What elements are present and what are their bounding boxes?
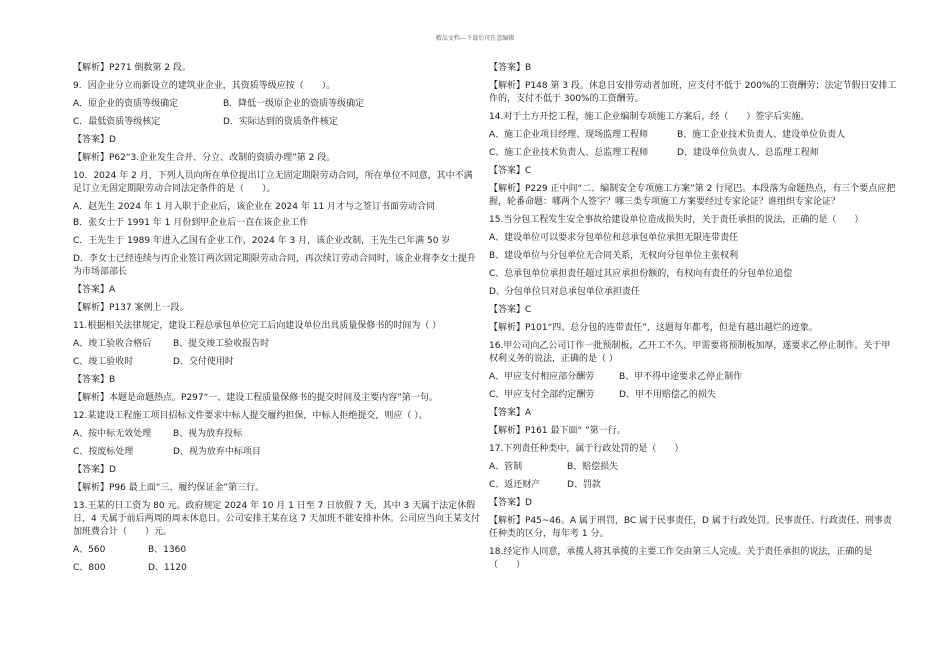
option-row [73, 544, 481, 557]
option-text: B、施工企业技术负责人、建设单位负责人 [677, 130, 846, 140]
option-text: C、施工企业技术负责人、总监理工程师 [489, 148, 649, 158]
option-text: D、交付使用时 [173, 357, 234, 367]
option-row [489, 147, 897, 160]
option-text: B．张女士于 1991 年 1 月份到甲企业后一直在该企业工作 [73, 218, 309, 228]
question-text: 12.某建设工程施工项目招标文件要求中标人提交履约担保，中标人拒绝提交，则应（ ）。 [73, 411, 428, 421]
question-text: 14.对于土方开挖工程，施工企业编制专项施工方案后，经（ ）签字后实施。 [489, 112, 810, 122]
page-header: 精品文档---下载后可任意编辑 [435, 35, 515, 42]
option-text: C、甲应支付全部约定酬劳 [489, 390, 595, 400]
option-text: C、800 [73, 563, 106, 573]
answer-line: 【答案】D [73, 135, 116, 145]
option-text: A、按中标无效处理 [73, 429, 152, 439]
option-text: A、竣工验收合格后 [73, 339, 152, 349]
option-text: B、甲不得中途要求乙停止制作 [619, 372, 743, 382]
option-text: C．王先生于 1989 年进入乙国有企业工作，2024 年 3 月，该企业改制，王先生已年满 50 岁 [73, 236, 451, 246]
option-text: B、赔偿损失 [567, 462, 619, 472]
question-text: 13.王某的日工资为 80 元。政府规定 2024 年 10 月 1 日至 7 日放假 7 天，其中 3 天属于法定休假日，4 天属于前后两周的周末休息日。公司安排王某在这 7 天加班不能安排补休。公司应当向王某支付加班费合计（ ）元。 [73, 501, 481, 537]
option-text: D．实际达到的资质条件核定 [223, 117, 338, 127]
answer-line: 【答案】A [73, 285, 116, 295]
option-text: A．原企业的资质等级确定 [73, 99, 179, 109]
option-row [489, 371, 897, 384]
left-column [73, 62, 481, 580]
question-text: 18.经定作人同意，承揽人将其承揽的主要工作交由第三人完成。关于责任承担的说法，正确的是（ ） [489, 547, 873, 570]
option-text: D．李女士已经连续与丙企业签订两次固定期限劳动合同，再次续订劳动合同时，该企业将李女士提升为市场部部长 [73, 254, 476, 277]
answer-line: 【答案】D [489, 498, 532, 508]
explanation-line: 【解析】P161 最下面“ ”第一行。 [489, 426, 626, 436]
option-text: A、管制 [489, 462, 523, 472]
option-row [73, 428, 481, 441]
option-row [73, 446, 481, 459]
answer-line: 【答案】B [73, 375, 116, 385]
option-text: D、视为放弃中标项目 [173, 447, 261, 457]
answer-line: 【答案】C [489, 166, 532, 176]
option-text: D、分包单位只对总承包单位承担责任 [489, 287, 640, 297]
explanation-line: 【解析】P229 正中间“二、编制安全专项施工方案”第 2 行尾巴。本段落为命题热点，有三个要点应把握，轮番命题：哪两个人签字？哪三类专项施工方案要经过专家论证？谁组织专家论证？ [489, 184, 896, 207]
explanation-line: 【解析】P137 案例上一段。 [73, 303, 189, 313]
option-text: C、按废标处理 [73, 447, 134, 457]
option-row [73, 356, 481, 369]
option-text: D、甲不用赔偿乙的损失 [619, 390, 716, 400]
option-text: C、总承包单位承担责任超过其应承担份额的，有权向有责任的分包单位追偿 [489, 269, 793, 279]
answer-line: 【答案】B [489, 63, 532, 73]
answer-line: 【答案】C [489, 305, 532, 315]
option-text: A、560 [73, 545, 106, 555]
option-text: C、竣工验收时 [73, 357, 134, 367]
explanation-line: 【解析】P101“四、总分包的连带责任”，这题每年都考，但是有越出越烂的迹象。 [489, 323, 818, 333]
question-text: 15.当分包工程发生安全事故给建设单位造成损失时，关于责任承担的说法，正确的是（ ） [489, 215, 864, 225]
explanation-line: 【解析】P96 最上面“三、履约保证金”第三行。 [73, 483, 265, 493]
option-text: B、视为放弃投标 [173, 429, 243, 439]
option-row [73, 562, 481, 575]
option-text: D、罚款 [567, 480, 601, 490]
explanation-line: 【解析】P148 第 3 段。休息日安排劳动者加班，应支付不低于 200%的工资酬劳；法定节假日安排工作的，支付不低于 300%的工资酬劳。 [489, 81, 897, 104]
option-row [73, 98, 481, 111]
option-text: C．最低资质等级核定 [73, 117, 161, 127]
question-text: 9．因企业分立而新设立的建筑业企业，其资质等级应按（ ）。 [73, 81, 336, 91]
explanation-line: 【解析】P271 倒数第 2 段。 [73, 63, 191, 73]
option-text: A、建设单位可以要求分包单位和总承包单位承担无限连带责任 [489, 233, 739, 243]
option-text: A、施工企业项目经理、现场监理工程师 [489, 130, 649, 140]
option-row [73, 116, 481, 129]
option-text: B、建设单位与分包单位无合同关系，无权向分包单位主张权利 [489, 251, 739, 261]
option-text: A．赵先生 2024 年 1 月入职于企业后，该企业在 2024 年 11 月才与之签订书面劳动合同 [73, 202, 436, 212]
option-row [489, 461, 897, 474]
option-text: C、返还财产 [489, 480, 541, 490]
option-text: B、1360 [148, 545, 187, 555]
option-row [489, 479, 897, 492]
option-text: B．降低一级原企业的资质等级确定 [223, 99, 365, 109]
explanation-line: 【解析】P62“3.企业发生合并、分立、改制的资质办理”第 2 段。 [73, 153, 336, 163]
option-text: A、甲应支付相应部分酬劳 [489, 372, 595, 382]
option-row [73, 338, 481, 351]
answer-line: 【答案】D [73, 465, 116, 475]
question-text: 11.根据相关法律规定，建设工程总承包单位完工后向建设单位出具质量保修书的时间为（ ） [73, 321, 442, 331]
question-text: 17.下列责任种类中，属于行政处罚的是（ ） [489, 444, 684, 454]
answer-line: 【答案】A [489, 408, 532, 418]
option-row [489, 129, 897, 142]
question-text: 16.甲公司向乙公司订作一批预制板，乙开工不久，甲需要将预制板加厚，遂要求乙停止制作。关于甲权利义务的说法，正确的是（ ） [489, 341, 891, 364]
option-row [489, 389, 897, 402]
explanation-line: 【解析】P45~46。A 属于刑罚，BC 属于民事责任，D 属于行政处罚。民事责任、行政责任、刑事责任种类的区分，每年考 1 分。 [489, 516, 892, 539]
question-text: 10．2024 年 2 月，下列人员向所在单位提出订立无固定期限劳动合同，所在单位不同意，其中不满足订立无固定期限劳动合同法定条件的是（ ）。 [73, 171, 473, 194]
explanation-line: 【解析】本题是命题热点。P297“一、建设工程质量保修书的提交时间及主要内容”第一句。 [73, 393, 438, 403]
option-text: B、提交竣工验收报告时 [173, 339, 270, 349]
option-text: D、1120 [148, 563, 187, 573]
option-text: D、建设单位负责人、总监理工程师 [677, 148, 819, 158]
right-column [489, 62, 897, 577]
